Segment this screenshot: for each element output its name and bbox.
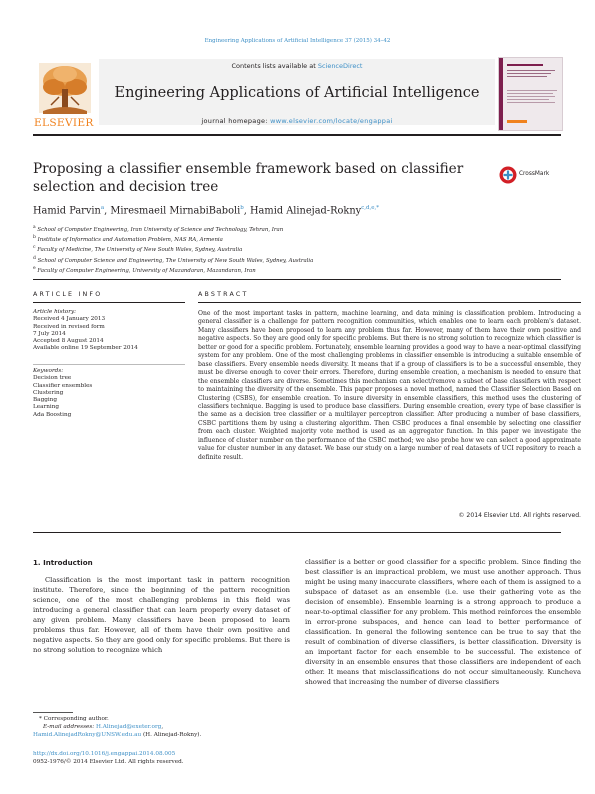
affil-text: Faculty of Medicine, The University of New South Wales, Sydney, Australia [37,247,243,254]
header-rule [33,134,561,136]
affil-sup: e [33,265,36,271]
author-affil-sup[interactable]: a [100,205,105,211]
affiliation [33,244,533,254]
journal-name: Engineering Applications of Artificial Intelligence [114,85,480,101]
affiliations [33,224,533,275]
intro-right-column: classifier is a better or good classifier for a specific problem. Since finding the best classifier is an impractical problem, we must use another approach. Thus might be using many inaccurate classifiers, where each of them is assigned to a subspace of dataset as an ensemble (i.e. use their gathering vote as the decision of ensemble). Ensemble learning is a strong approach to produce a near-to-optimal classifier for any problem. This method reinforces the ensemble in error-prone subspaces, and hence can lead to better performance of classification. In general the following sentence can be true to say that the result of combination of diverse classifiers, is better classification. Diversity is an important factor for each ensemble to be successful. The existence of diversity in an ensemble ensures that those classifiers are independent of each other. It means that misclassifications do not occur simultaneously. Kuncheva showed that increasing the number of diverse classifiers [305,558,581,686]
keywords [33,368,185,419]
email-label: E-mail addresses: [43,724,97,730]
affiliation [33,265,533,275]
keywords-rule [33,364,185,365]
keyword: Bagging [33,397,57,404]
email-link-2[interactable]: Hamid.AlinejadRokny@UNSW.edu.au [33,732,142,738]
history-item: 7 July 2014 [33,330,66,337]
abstract-bottom-rule [33,532,561,533]
doi-block [33,750,293,766]
doi-link[interactable]: http://dx.doi.org/10.1016/j.engappai.2014.08.005 [33,751,176,757]
affil-text: School of Computer Science and Engineering, The University of New South Wales, Sydney, Australia [37,257,314,264]
article-info-rule [33,302,185,303]
affil-text: School of Computer Engineering, Iran University of Science and Technology, Tehran, Iran [37,226,284,233]
copyright-line: 0952-1976/© 2014 Elsevier Ltd. All rights reserved. [33,759,184,765]
author-name: Miresmaeil MirnabiBaboli [110,205,241,217]
history-item: Received in revised form [33,323,105,330]
keyword: Clustering [33,389,64,396]
corresponding-author: * Corresponding author. [39,716,109,722]
journal-reference[interactable]: Engineering Applications of Artificial Intelligence 37 (2015) 34–42 [204,38,391,44]
contents-line [99,62,495,70]
publisher-name: ELSEVIER [34,117,94,129]
abstract-heading: ABSTRACT [198,291,249,298]
affil-sup: c [33,245,36,251]
homepage-line [99,117,495,125]
keyword: Classifier ensembles [33,382,93,389]
keyword: Ada Boosting [33,411,72,418]
abstract-rule [198,302,581,303]
sciencedirect-link[interactable]: ScienceDirect [317,62,363,70]
journal-header [33,57,561,133]
crossmark-label: CrossMark [519,171,550,177]
article-info-heading: ARTICLE INFO [33,291,103,298]
footnote: * Corresponding author. E-mail addresses: H.Alinejad@exeter.org, Hamid.AlinejadRokny@UNSW.edu.au (H. Alinejad-Rokny). [33,715,293,739]
affiliation [33,224,533,234]
history-item: Accepted 8 August 2014 [33,338,104,345]
author-name: Hamid Parvin [33,205,101,217]
crossmark-icon [499,166,517,184]
keywords-label: Keywords: [33,368,64,374]
elsevier-logo [33,57,97,133]
footnote-rule [33,712,73,713]
abstract-copyright: © 2014 Elsevier Ltd. All rights reserved. [458,512,581,519]
homepage-prefix: journal homepage: [201,117,271,125]
author-affil-sup[interactable]: b [240,205,244,211]
author-sep: , [243,205,251,217]
journal-band [99,59,495,125]
history-label: Article history: [33,309,77,315]
article-history [33,309,185,353]
homepage-link[interactable]: www.elsevier.com/locate/engappai [270,117,393,125]
author-sep: , [104,205,111,217]
affiliation [33,234,533,244]
article-title: Proposing a classifier ensemble framework based on classifier selection and decision tree [33,161,464,195]
affil-text: Faculty of Computer Engineering, University of Mazandaran, Mazandaran, Iran [37,267,256,274]
intro-left-column: Classification is the most important task in pattern recognition institute. Therefore, since the beginning of the pattern recognition science, one of the most challenging problems in this field was introducing a general classifier that can learn properly every dataset of any given problem. Many classifiers have been proposed to learn problems thus far. However, all of them have their own positive and negative aspects. So they are good only for specific problems. But there is no strong solution to recognize which [33,576,290,654]
section-rule [33,279,561,280]
keyword: Decision tree [33,375,72,382]
affil-sup: d [33,255,36,261]
email-suffix: (H. Alinejad-Rokny). [141,732,202,738]
author-list [33,205,533,216]
contents-prefix: Contents lists available at [231,62,318,70]
history-item: Available online 19 September 2014 [33,345,138,352]
affil-sup: a [33,225,36,230]
author-name: Hamid Alinejad-Rokny [250,205,362,217]
keyword: Learning [33,404,60,411]
introduction-heading: 1. Introduction [33,558,93,567]
affil-sup: b [33,235,36,241]
affil-text: Institute of Informatics and Automation Problem, NAS RA, Armenia [37,237,223,243]
crossmark-badge[interactable] [499,166,563,184]
abstract-body: One of the most important tasks in pattern, machine learning, and data mining is classification problem. Introducing a general classifier is a challenge for pattern recognition communities, which enables one to learn each problem's dataset. Many classifiers have been proposed to learn any problem thus far. However, many of them have their own positive and negative aspects. So they are good only for specific problems. But there is no strong solution to recognize which classifier is better or good for a specific problem. Fortunately, ensemble learning provides a good way to have a near-optimal classifying system for any problem. One of the most challenging problems in classifier ensemble is introducing a suitable ensemble of base classifiers. Every ensemble needs diversity. It means that if a group of classifiers is to be a successful ensemble, they must be diverse enough to cover their errors. Therefore, during ensemble creation, a mechanism is needed to ensure that the ensemble classifiers are diverse. Sometimes this mechanism can select/remove a subset of base classifiers with respect to maintaining the diversity of the ensemble. This paper proposes a novel method, named the Classifier Selection Based on Clustering (CSBS), for ensemble creation. To insure diversity in ensemble classifiers, this method uses the clustering of classifiers technique. Bagging is used to produce base classifiers. During ensemble creation, every type of base classifier is the same as a decision tree classifier or a multilayer perceptron classifier. After producing a number of base classifiers, CSBC partitions them by using a clustering algorithm. Then CSBC produces a final ensemble by selecting one classifier from each cluster. Weighted majority vote method is used as an aggregator function. In this paper we investigate the influence of cluster number on the performance of the CSBC method; we also probe how we can select a good approximate value for cluster number in any dataset. We base our study on a large number of real datasets of UCI repository to reach a definite result. [198,310,581,461]
history-item: Received 4 January 2013 [33,316,106,323]
email-link-1[interactable]: H.Alinejad@exeter.org [96,724,162,730]
author-affil-sup[interactable]: c,d,e,* [361,205,380,211]
affiliation [33,255,533,265]
journal-cover-thumbnail[interactable] [498,57,563,131]
